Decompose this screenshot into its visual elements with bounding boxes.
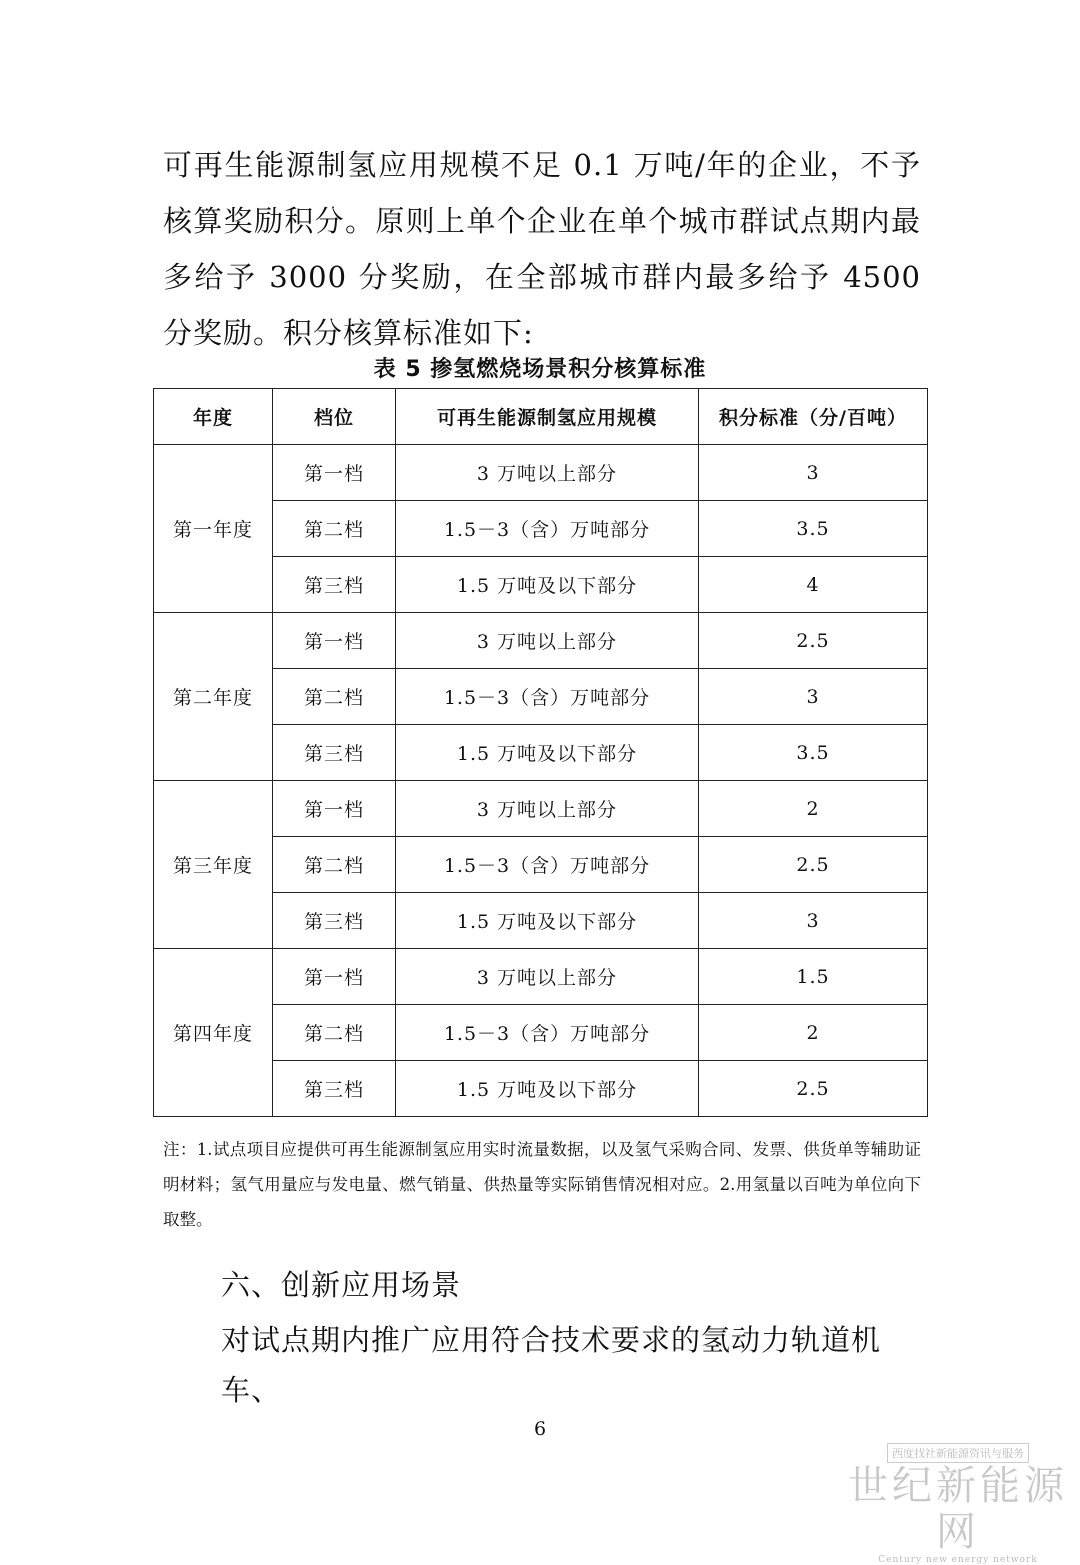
- section-heading: 六、创新应用场景: [221, 1268, 462, 1302]
- score-cell: 2.5: [699, 1061, 928, 1117]
- score-cell: 3: [699, 893, 928, 949]
- table-row: [154, 613, 928, 669]
- score-cell: 2: [699, 781, 928, 837]
- scale-cell: 3 万吨以上部分: [396, 949, 699, 1005]
- scale-cell: 1.5 万吨及以下部分: [396, 557, 699, 613]
- scale-cell: 3 万吨以上部分: [396, 781, 699, 837]
- table-row: [154, 445, 928, 501]
- tier-cell: 第一档: [273, 781, 396, 837]
- scale-cell: 1.5 万吨及以下部分: [396, 893, 699, 949]
- table-row: [154, 949, 928, 1005]
- tier-cell: 第三档: [273, 893, 396, 949]
- header-scale: 可再生能源制氢应用规模: [396, 389, 699, 445]
- table-header-row: [154, 389, 928, 445]
- watermark-english-text: Century new energy network: [878, 1555, 1038, 1565]
- score-cell: 3: [699, 445, 928, 501]
- section-paragraph: 对试点期内推广应用符合技术要求的氢动力轨道机车、: [221, 1323, 882, 1407]
- table-caption: 表 5 掺氢燃烧场景积分核算标准: [373, 357, 707, 382]
- body-paragraph: 可再生能源制氢应用规模不足 0.1 万吨/年的企业，不予核算奖励积分。原则上单个企业在单个城市群试点期内最多给予 3000 分奖励，在全部城市群内最多给予 4500 分奖励。积分核算标准如下:: [163, 148, 921, 350]
- score-cell: 2.5: [699, 837, 928, 893]
- watermark-big-text: 世纪新能源网: [848, 1463, 1068, 1555]
- table-row: [154, 781, 928, 837]
- year-cell: 第四年度: [154, 949, 273, 1117]
- tier-cell: 第三档: [273, 725, 396, 781]
- year-cell: 第一年度: [154, 445, 273, 613]
- scale-cell: 3 万吨以上部分: [396, 445, 699, 501]
- year-cell: 第二年度: [154, 613, 273, 781]
- score-cell: 2: [699, 1005, 928, 1061]
- scale-cell: 1.5 万吨及以下部分: [396, 1061, 699, 1117]
- scale-cell: 1.5－3（含）万吨部分: [396, 837, 699, 893]
- header-score: 积分标准（分/百吨）: [699, 389, 928, 445]
- tier-cell: 第二档: [273, 501, 396, 557]
- scoring-table: [153, 388, 928, 1117]
- scale-cell: 3 万吨以上部分: [396, 613, 699, 669]
- header-year: 年度: [154, 389, 273, 445]
- scale-cell: 1.5－3（含）万吨部分: [396, 501, 699, 557]
- tier-cell: 第一档: [273, 949, 396, 1005]
- scale-cell: 1.5－3（含）万吨部分: [396, 669, 699, 725]
- tier-cell: 第二档: [273, 837, 396, 893]
- score-cell: 3.5: [699, 501, 928, 557]
- tier-cell: 第一档: [273, 613, 396, 669]
- header-tier: 档位: [273, 389, 396, 445]
- score-cell: 4: [699, 557, 928, 613]
- scale-cell: 1.5－3（含）万吨部分: [396, 1005, 699, 1061]
- tier-cell: 第一档: [273, 445, 396, 501]
- year-cell: 第三年度: [154, 781, 273, 949]
- score-cell: 3.5: [699, 725, 928, 781]
- score-cell: 2.5: [699, 613, 928, 669]
- tier-cell: 第三档: [273, 1061, 396, 1117]
- tier-cell: 第二档: [273, 669, 396, 725]
- page-number: 6: [533, 1418, 547, 1440]
- score-cell: 1.5: [699, 949, 928, 1005]
- table-note: 注：1.试点项目应提供可再生能源制氢应用实时流量数据，以及氢气采购合同、发票、供货单等辅助证明材料；氢气用量应与发电量、燃气销量、供热量等实际销售情况相对应。2.用氢量以百吨为单位向下取整。: [163, 1140, 921, 1229]
- watermark-small-text: 西度找社新能源资讯与服务: [887, 1443, 1029, 1463]
- tier-cell: 第二档: [273, 1005, 396, 1061]
- watermark-logo: [848, 1442, 1068, 1565]
- scale-cell: 1.5 万吨及以下部分: [396, 725, 699, 781]
- tier-cell: 第三档: [273, 557, 396, 613]
- score-cell: 3: [699, 669, 928, 725]
